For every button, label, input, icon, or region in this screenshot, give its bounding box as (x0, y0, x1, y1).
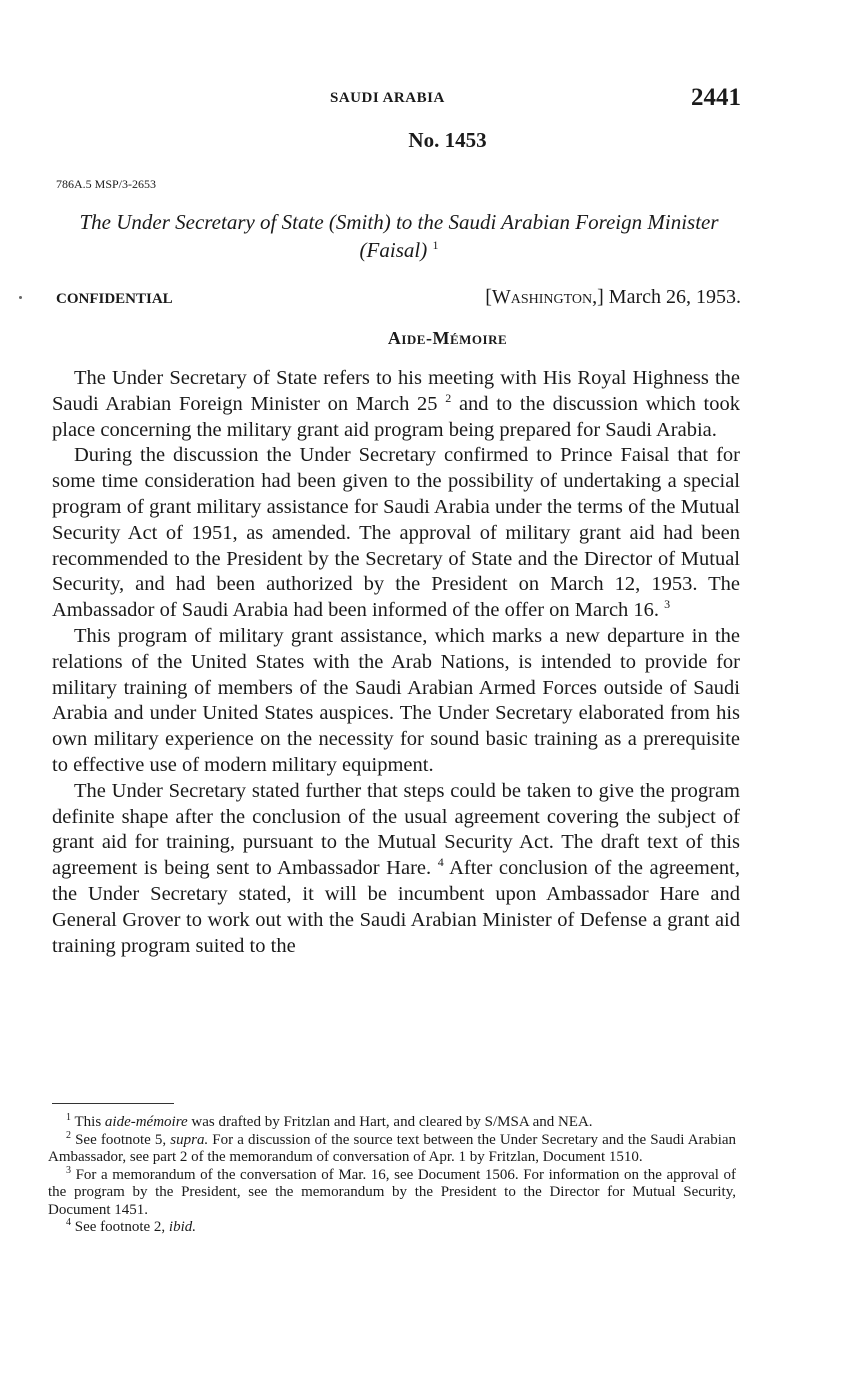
paragraph-text: The Under Secretary of State refers to his meeting with His Royal Highness the Saudi Arabian Foreign Minister on March 25 (52, 367, 740, 415)
body-paragraph-4 (52, 779, 740, 960)
body-paragraph-3: This program of military grant assistance, which marks a new departure in the relations of the United States with the Arab Nations, is intended to provide for military training of members of the Saudi Arabian Armed Forces outside of Saudi Arabia and under United States auspices. The Under Secretary elaborated from his own military experience on the necessity for sound basic training as a prerequisite to effective use of modern military equipment. (52, 624, 740, 776)
page-number: 2441 (691, 84, 741, 111)
footnote-ref-3: 3 (664, 597, 671, 612)
footnote-4 (48, 1219, 736, 1237)
classification-label: CONFIDENTIAL (56, 291, 173, 307)
document-type-heading: Aide-Mémoire (387, 328, 508, 348)
document-title-text: The Under Secretary of State (Smith) to the Saudi Arabian Foreign Minister (Faisal) (79, 210, 719, 262)
footnote-number: 3 (66, 1164, 71, 1176)
paragraph-text: The Under Secretary stated further that steps could be taken to give the program definite shape after the conclusion of the usual agreement covering the subject of grant aid for training, pursuant to the Mutual Security Act. The draft text of this agreement is being sent to Ambassador Hare. (52, 779, 740, 880)
dateline (485, 286, 741, 309)
footnote-3 (48, 1164, 736, 1220)
running-head: SAUDI ARABIA (330, 90, 445, 106)
footnote-italic: ibid. (168, 1219, 196, 1235)
footnote-italic: aide-mémoire (104, 1114, 188, 1130)
footnote-text: See footnote 2, (74, 1219, 166, 1235)
footnote-1 (48, 1114, 736, 1132)
footnote-number: 1 (66, 1112, 71, 1123)
document-title (56, 208, 742, 264)
footnote-ref-2: 2 (445, 390, 452, 405)
dateline-place: [Washington,] (485, 286, 604, 308)
footnote-text: This (74, 1114, 102, 1130)
footnote-number: 2 (66, 1129, 71, 1141)
footnote-text: See footnote 5, (75, 1131, 167, 1148)
body-paragraph-1 (52, 366, 740, 443)
footnote-divider (52, 1103, 174, 1104)
dateline-date: March 26, 1953. (608, 286, 741, 308)
footnote-2 (48, 1129, 737, 1167)
footnote-text: For a memorandum of the conversation of Mar. 16, see Document 1506. For information on the approval of the program by the President, see the memorandum by the President to the Director for Mutual Security, Document 1451. (48, 1166, 736, 1218)
footnote-text: For a discussion of the source text between the Under Secretary and the Saudi Arabian Ambassador, see part 2 of the memorandum of conversation of Apr. 1 by Fritzlan, Document 1510. (48, 1131, 737, 1165)
footnote-italic: supra. (170, 1131, 209, 1148)
footnote-text: was drafted by Fritzlan and Hart, and cleared by S/MSA and NEA. (191, 1114, 593, 1130)
file-reference: 786A.5 MSP/3-2653 (56, 177, 157, 191)
paragraph-text: and to the discussion which took place concerning the military grant aid program being prepared for Saudi Arabia. (52, 392, 740, 441)
footnote-number: 4 (66, 1217, 71, 1228)
margin-mark (19, 296, 22, 299)
paragraph-text: After conclusion of the agreement, the Under Secretary stated, it will be incumbent upon Ambassador Hare and General Grover to work out with the Saudi Arabian Minister of Defense a grant aid training program suited to the (52, 857, 740, 957)
footnote-ref-1: 1 (432, 238, 439, 252)
footnote-ref-4: 4 (437, 855, 444, 870)
document-body (52, 366, 740, 959)
paragraph-text: During the discussion the Under Secretary confirmed to Prince Faisal that for some time consideration had been given to the possibility of undertaking a special program of grant military assistance for Saudi Arabia under the terms of the Mutual Security Act of 1951, as amended. The approval of military grant aid had been recommended to the President by the Secretary of State and the Director of Mutual Security, and had been authorized by the President on March 12, 1953. The Ambassador of Saudi Arabia had been informed of the offer on March 16. (52, 444, 740, 622)
footnotes (48, 1114, 736, 1237)
body-paragraph-2 (52, 443, 740, 624)
document-number: No. 1453 (408, 128, 487, 152)
